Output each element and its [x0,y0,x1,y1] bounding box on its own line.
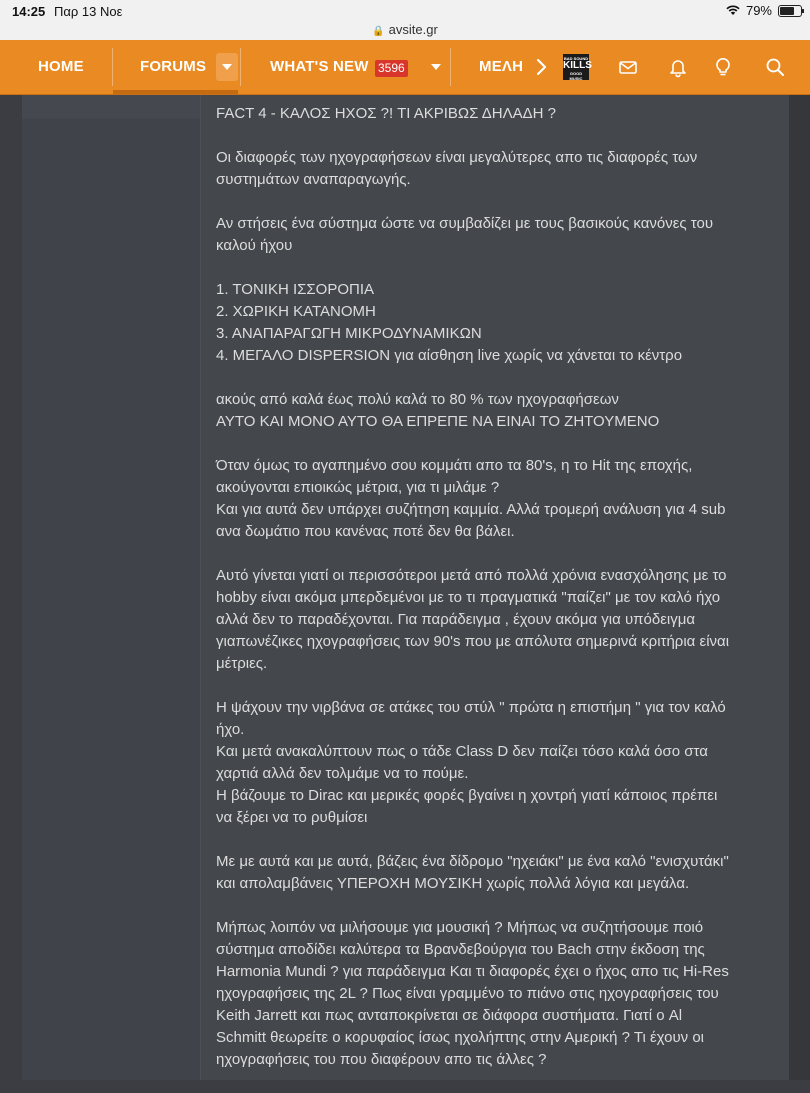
status-bar [0,0,810,40]
text-line: γιαπωνέζικες ηχογραφήσεις των 90's που με απόλυτα σημερινά κριτήρια είναι [216,633,730,650]
text-line: Με με αυτά και με αυτά, βάζεις ένα δίδρομο "ηχειάκι" με ένα καλό "ενισχυτάκι" [216,853,729,870]
text-line: να ξέρει να το ρυθμίσει [216,809,368,826]
search-icon[interactable] [764,56,786,78]
status-time: 14:25 [12,4,46,19]
paragraph [216,455,781,543]
post-body [216,103,781,1093]
text-line: Και μετά ανακαλύπτουν πως ο τάδε Class D δεν παίζει τόσο καλά όσο στα [216,743,708,760]
text-line: Η ψάχουν την νιρβάνα σε ατάκες του στύλ " πρώτα η επιστήμη " για τον καλό [216,699,726,716]
logo-bottom-text: GOOD MUSIC [569,71,583,81]
list-item: 4. ΜΕΓΑΛΟ DISPERSION για αίσθηση live χωρίς να χάνεται το κέντρο [216,347,683,364]
paragraph [216,851,781,895]
paragraph [216,917,781,1071]
logo-main-text: KILLS [563,60,592,71]
bad-sound-kills-logo[interactable] [563,54,592,81]
text-line: Και για αυτά δεν υπάρχει συζήτηση καμμία. Αλλά τρομερή ανάλυση για 4 sub [216,501,726,518]
chevron-down-icon [222,64,232,70]
paragraph [216,565,781,675]
chevron-right-icon[interactable] [530,56,552,78]
post-content [200,95,789,1080]
text-line: συστημάτων αναπαραγωγής. [216,171,411,188]
text-line: μέτριες. [216,655,268,672]
status-date: Παρ 13 Νοε [54,4,123,19]
post-heading [216,103,781,125]
text-line: ακούγονται επιοικώς μέτρια, για τι μιλάμε ? [216,479,500,496]
text-line: Harmonia Mundi ? για παράδειγμα Και τι διαφορές έχει ο ήχος απο τις Hi-Res [216,963,729,980]
text-line: ανα δωμάτιο που κανένας ποτέ δεν θα βάλει. [216,523,515,540]
text-line: Αυτό γίνεται γιατί οι περισσότεροι μετά από πολλά χρόνια ενασχόλησης με το [216,567,727,584]
text-line: ακούς από καλά έως πολύ καλά το 80 % των ηχογραφήσεων [216,391,619,408]
battery-icon [778,5,802,17]
text-line: ήχο. [216,721,245,738]
text-line: καλού ήχου [216,237,293,254]
mail-icon[interactable] [617,56,639,78]
text-line: Keith Jarrett και πως ανταποκρίνεται σε διάφορα συστήματα. Γιατί ο Al [216,1007,683,1024]
text-line: hobby είναι ακόμα μπερδεμένοι με το τι πραγματικά "παίζει" με τον καλό ήχο [216,589,721,606]
nav-divider [240,48,241,86]
active-tab-indicator [113,90,238,94]
nav-whats-new[interactable]: WHAT'S NEW [270,58,369,75]
whats-new-count-badge: 3596 [375,60,408,77]
bell-icon[interactable] [667,56,689,78]
battery-fill [780,7,794,15]
text-line: ηχογραφήσεις της 2L ? Πως είναι γραμμένο το πιάνο στις ηχογραφήσεις του [216,985,719,1002]
post-heading-text: FACT 4 - ΚΑΛΟΣ ΗΧΟΣ ?! ΤΙ ΑΚΡΙΒΩΣ ΔΗΛΑΔΗ ? [216,105,556,122]
numbered-list [216,279,781,367]
text-line: αλλά δεν το παραδέχονται. Για παράδειγμα , έχουν ακόμα για υπόδειγμα [216,611,696,628]
status-right [726,3,802,18]
text-line: σύστημα αποδίδει καλύτερα τα Βρανδεβούργια του Bach στην έκδοση της [216,941,705,958]
text-line: Όταν όμως το αγαπημένο σου κομμάτι απο τα 80's, η το Hit της εποχής, [216,457,693,474]
logo-top-text: BAD SOUND [563,56,589,61]
nav-divider [450,48,451,86]
text-line: Αν στήσεις ένα σύστημα ώστε να συμβαδίζει με τους βασικούς κανόνες του [216,215,714,232]
lightbulb-icon[interactable] [712,56,734,78]
page-right-gutter [788,95,810,1080]
url-text: avsite.gr [388,22,438,37]
nav-home[interactable]: HOME [38,58,84,75]
address-bar[interactable] [0,22,810,37]
text-line: ηχογραφήσεις του που διαφέρουν απο τις άλλες ? [216,1051,547,1068]
list-item: 1. ΤΟΝΙΚΗ ΙΣΣΟΡΟΠΙΑ [216,281,375,298]
paragraph [216,697,781,829]
battery-percent: 79% [745,3,772,18]
list-item: 2. ΧΩΡΙΚΗ ΚΑΤΑΝΟΜΗ [216,303,376,320]
text-line: Η βάζουμε το Dirac και μερικές φορές βγαίνει η χοντρή γιατί κάποιος πρέπει [216,787,718,804]
paragraph [216,389,781,433]
paragraph [216,213,781,257]
text-line: Οι διαφορές των ηχογραφήσεων είναι μεγαλύτερες απο τις διαφορές των [216,149,698,166]
text-line: Schmitt θεωρείτε ο κορυφαίος ίσως ηχολήπτης στην Αμερική ? Τι έχουν οι [216,1029,705,1046]
nav-divider [112,48,113,86]
post-author-sidebar [22,95,200,1080]
text-line: ΑΥΤΟ ΚΑΙ ΜΟΝΟ ΑΥΤΟ ΘΑ ΕΠΡΕΠΕ ΝΑ ΕΙΝΑΙ ΤΟ ΖΗΤΟΥΜΕΝΟ [216,413,660,430]
nav-forums[interactable]: FORUMS [140,58,207,75]
nav-members[interactable]: ΜΕΛΗ [479,58,523,75]
text-line: Μήπως λοιπόν να μιλήσουμε για μουσική ? Μήπως να συζητήσουμε ποιό [216,919,704,936]
text-line: χαρτιά αλλά δεν τολμάμε να το πούμε. [216,765,469,782]
paragraph [216,147,781,191]
text-line: και απολαμβάνεις ΥΠΕΡΟΧΗ ΜΟΥΣΙΚΗ χωρίς πολλά λόγια και μεγάλα. [216,875,690,892]
lock-icon: 🔒 [372,26,385,37]
sidebar-header-band [22,95,200,119]
chevron-down-icon[interactable] [431,64,441,70]
list-item: 3. ΑΝΑΠΑΡΑΓΩΓΗ ΜΙΚΡΟΔΥΝΑΜΙΚΩΝ [216,325,482,342]
wifi-icon [726,5,740,16]
main-nav [0,40,810,95]
